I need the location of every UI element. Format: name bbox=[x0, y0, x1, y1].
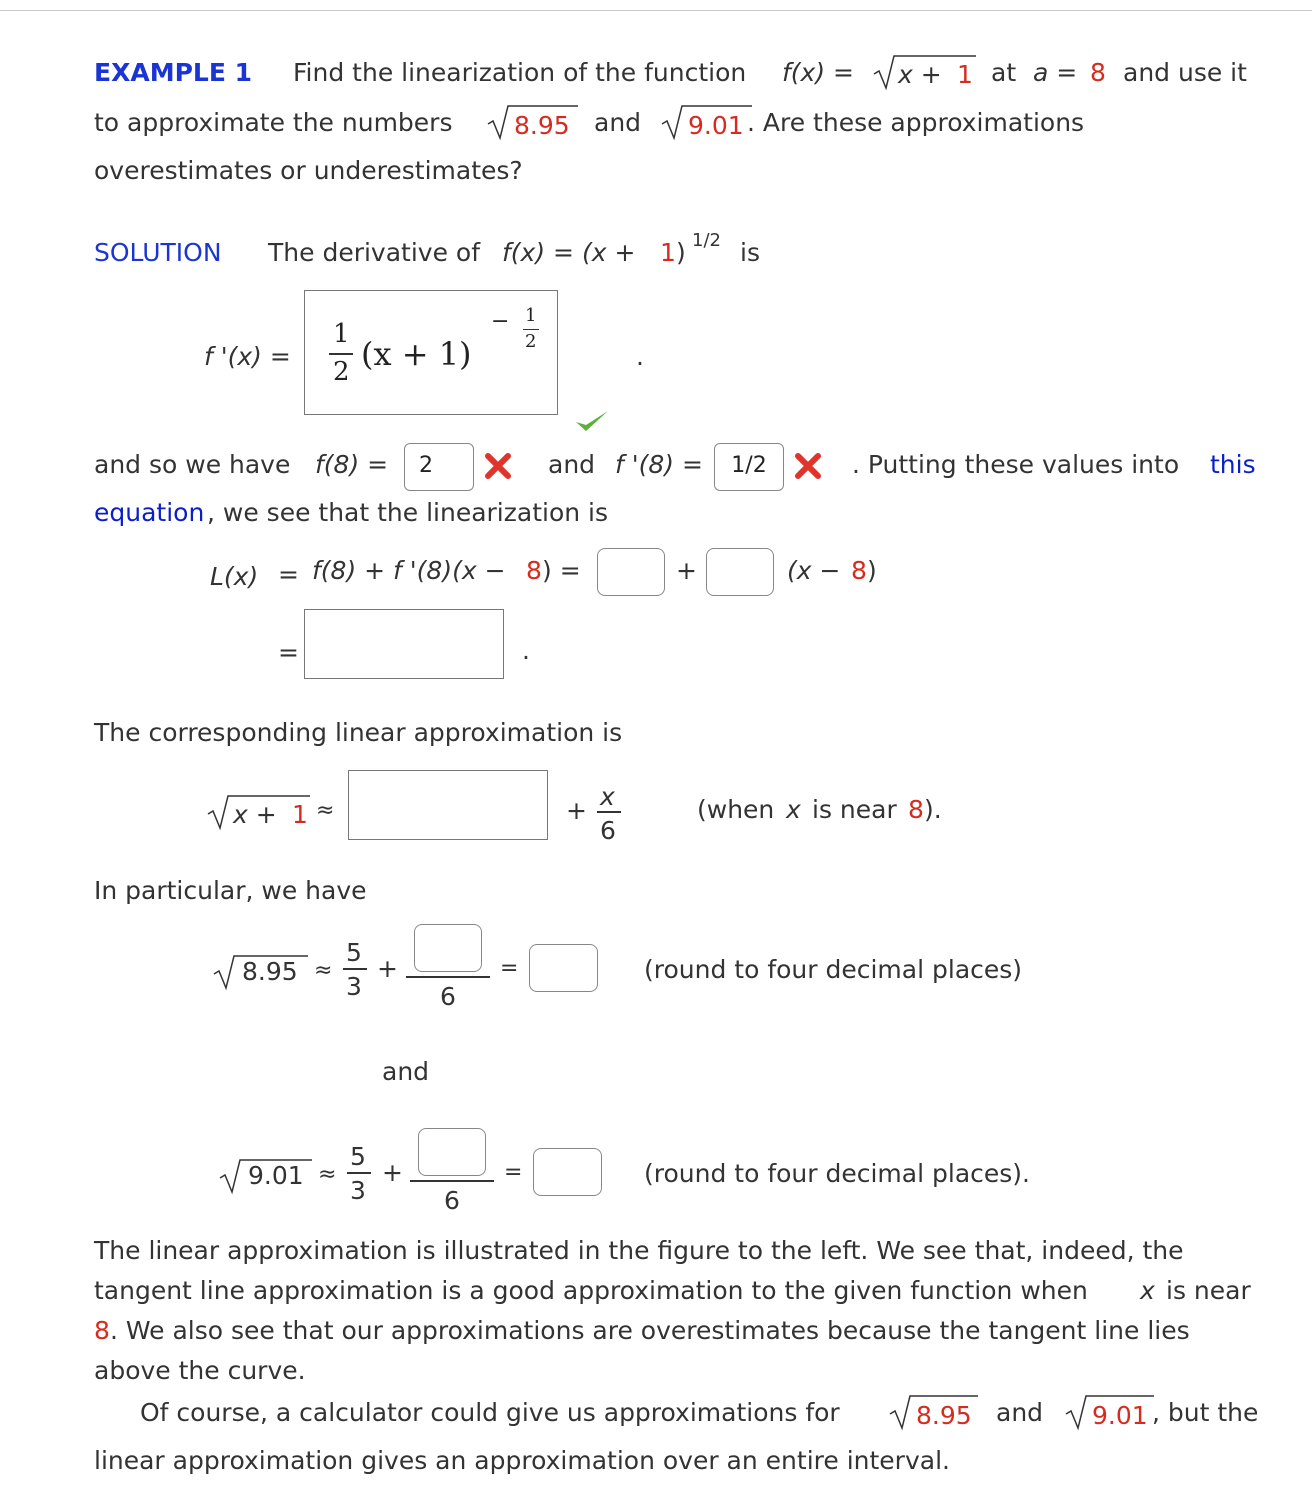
row2-equals: = bbox=[504, 1160, 523, 1185]
example-line3: overestimates or underestimates? bbox=[94, 156, 523, 185]
example-intro: Find the linearization of the function bbox=[293, 58, 747, 87]
conclusion-line1: The linear approximation is illustrated in the figure to the left. We see that, indeed, the bbox=[94, 1236, 1184, 1265]
is-text: is bbox=[740, 238, 760, 267]
approx-note-a: (when bbox=[697, 795, 775, 824]
linear-approx-heading: The corresponding linear approximation is bbox=[94, 718, 623, 747]
conclusion-p2-line1a: Of course, a calculator could give us approximations for bbox=[140, 1398, 840, 1427]
lx-equals: = bbox=[278, 560, 299, 589]
derivative-function: f(x) = (x + bbox=[502, 238, 636, 267]
row2-radicand: 9.01 bbox=[248, 1161, 304, 1190]
fprime-period: . bbox=[636, 342, 644, 371]
row2-fraction-bar-2 bbox=[410, 1180, 494, 1182]
coef-numerator: 1 bbox=[333, 319, 350, 349]
function-name: f(x) = bbox=[782, 58, 854, 87]
row2-den2: 6 bbox=[444, 1186, 460, 1215]
lx-paren-eight: 8 bbox=[851, 556, 867, 585]
conclusion-p2-line2: linear approximation gives an approximation over an entire interval. bbox=[94, 1446, 950, 1475]
conclusion-line2x: x bbox=[1140, 1276, 1155, 1305]
approx-plus: + bbox=[566, 796, 587, 825]
fp8-answer-box[interactable]: 1/2 bbox=[714, 443, 784, 491]
approx-symbol: ≈ bbox=[316, 798, 335, 823]
row2-fraction-bar bbox=[347, 1172, 371, 1174]
lx-paren-open: (x − bbox=[787, 556, 841, 585]
exponent-sign: − bbox=[491, 309, 510, 334]
row2-plus: + bbox=[382, 1158, 403, 1187]
particular-heading: In particular, we have bbox=[94, 876, 367, 905]
lx-label: L(x) bbox=[210, 562, 259, 591]
correct-check-icon bbox=[574, 408, 610, 434]
row1-fraction-bar bbox=[343, 968, 367, 970]
row1-note: (round to four decimal places) bbox=[644, 955, 1023, 984]
row1-den2: 6 bbox=[440, 982, 456, 1011]
lx-paren-close: ) bbox=[867, 556, 877, 585]
approx-note-b: is near bbox=[812, 795, 897, 824]
conclusion-number-901: 9.01 bbox=[1092, 1401, 1148, 1430]
number-895: 8.95 bbox=[514, 111, 570, 140]
row2-approx: ≈ bbox=[318, 1162, 337, 1187]
conclusion-p2-line1b: , but the bbox=[1152, 1398, 1259, 1427]
approx-note-c: ). bbox=[924, 795, 942, 824]
row2-num: 5 bbox=[350, 1142, 366, 1171]
lx-plus: + bbox=[676, 556, 697, 585]
fprime-label: f '(x) = bbox=[204, 342, 291, 371]
row1-radicand: 8.95 bbox=[242, 957, 298, 986]
a-value: 8 bbox=[1090, 58, 1106, 87]
row1-approx: ≈ bbox=[314, 958, 333, 983]
conclusion-line4: above the curve. bbox=[94, 1356, 306, 1385]
incorrect-cross-icon bbox=[484, 452, 512, 480]
approx-constant-box[interactable] bbox=[348, 770, 548, 840]
f8-label: f(8) = bbox=[315, 450, 389, 479]
approx-frac-num: x bbox=[600, 782, 615, 811]
row2-den: 3 bbox=[350, 1176, 366, 1205]
coef-fraction-bar bbox=[329, 353, 353, 355]
lx-period: . bbox=[522, 636, 530, 665]
lx-simplified-answer-box[interactable] bbox=[304, 609, 504, 679]
number-901: 9.01 bbox=[688, 111, 744, 140]
approx-frac-den: 6 bbox=[600, 816, 616, 845]
row1-equals: = bbox=[500, 956, 519, 981]
row2-numerator-input[interactable] bbox=[418, 1128, 486, 1176]
at-text: at bbox=[991, 58, 1017, 87]
and-use-it: and use it bbox=[1123, 58, 1247, 87]
row2-result-input[interactable] bbox=[533, 1148, 602, 1196]
values-text4: , we see that the linearization is bbox=[207, 498, 609, 527]
derivative-close: ) bbox=[676, 238, 686, 267]
approx-radicand-x: x + bbox=[233, 800, 277, 829]
conclusion-number-895: 8.95 bbox=[916, 1401, 972, 1430]
particular-and: and bbox=[382, 1057, 430, 1086]
row1-fraction-bar-2 bbox=[406, 976, 490, 978]
equation-link[interactable]: equation bbox=[94, 498, 205, 527]
fp8-label: f '(8) = bbox=[615, 450, 703, 479]
derivative-one: 1 bbox=[660, 238, 676, 267]
lx-constant-input[interactable] bbox=[597, 548, 665, 596]
approx-note-8: 8 bbox=[908, 795, 924, 824]
a-label: a = bbox=[1033, 58, 1078, 87]
top-border bbox=[0, 10, 1312, 11]
exponent-fraction-bar bbox=[523, 329, 539, 330]
lx-expression-end: ) = bbox=[542, 556, 581, 585]
radicand-x: x + bbox=[898, 60, 942, 89]
solution-label: SOLUTION bbox=[94, 238, 222, 267]
derivative-exponent: 1/2 bbox=[692, 230, 721, 251]
solution-text: The derivative of bbox=[268, 238, 480, 267]
row1-numerator-input[interactable] bbox=[414, 924, 482, 972]
conclusion-line2a: tangent line approximation is a good approximation to the given function when bbox=[94, 1276, 1088, 1305]
incorrect-cross-icon bbox=[794, 452, 822, 480]
values-text1: and so we have bbox=[94, 450, 291, 479]
row1-result-input[interactable] bbox=[529, 944, 598, 992]
exponent-denominator: 2 bbox=[525, 331, 537, 352]
conclusion-line3-8: 8 bbox=[94, 1316, 110, 1345]
exponent-numerator: 1 bbox=[525, 305, 537, 326]
fprime-base: (x + 1) bbox=[361, 335, 472, 373]
conclusion-line3: . We also see that our approximations are overestimates because the tangent line lies bbox=[110, 1316, 1190, 1345]
this-link[interactable]: this bbox=[1210, 450, 1256, 479]
conclusion-line2b: is near bbox=[1166, 1276, 1251, 1305]
example-label: EXAMPLE 1 bbox=[94, 58, 253, 87]
example-line2-start: to approximate the numbers bbox=[94, 108, 453, 137]
fprime-answer-box[interactable] bbox=[304, 290, 558, 415]
values-text2: and bbox=[548, 450, 596, 479]
lx-expression: f(8) + f '(8)(x − bbox=[312, 556, 506, 585]
values-text3: . Putting these values into bbox=[852, 450, 1180, 479]
row1-den: 3 bbox=[346, 972, 362, 1001]
approx-fraction-bar bbox=[597, 811, 621, 813]
row1-plus: + bbox=[377, 954, 398, 983]
row2-note: (round to four decimal places). bbox=[644, 1159, 1030, 1188]
lx-slope-input[interactable] bbox=[706, 548, 774, 596]
radicand-1: 1 bbox=[957, 60, 973, 89]
and-text: and bbox=[594, 108, 642, 137]
lx-eight: 8 bbox=[526, 556, 542, 585]
f8-answer-box[interactable]: 2 bbox=[404, 443, 474, 491]
coef-denominator: 2 bbox=[333, 357, 350, 387]
conclusion-and: and bbox=[996, 1398, 1044, 1427]
approx-note-x: x bbox=[786, 795, 801, 824]
example-line2-end: . Are these approximations bbox=[747, 108, 1085, 137]
lx-equals-2: = bbox=[278, 638, 299, 667]
row1-num: 5 bbox=[346, 938, 362, 967]
approx-radicand-1: 1 bbox=[292, 800, 308, 829]
